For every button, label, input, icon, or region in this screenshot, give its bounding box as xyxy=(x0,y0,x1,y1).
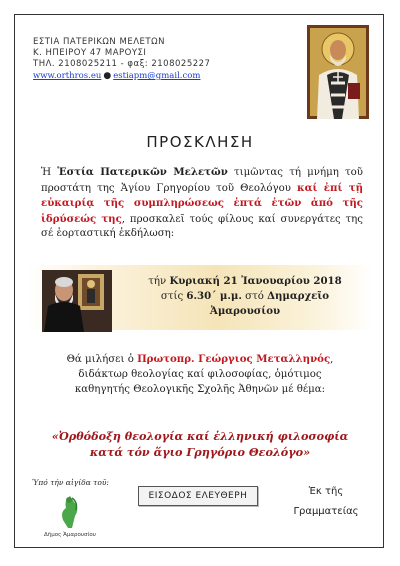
signature-block xyxy=(286,482,366,522)
event-text: τήν xyxy=(148,276,170,287)
saint-name: Ἁγίου Γρηγορίου τοῦ Θεολόγου xyxy=(120,182,291,194)
bullet-separator: ● xyxy=(103,71,112,81)
topic-line: «Ὀρθόδοξη θεολογία καί ἑλληνική φιλοσοφία xyxy=(51,429,349,443)
speaker-text: Θά μιλήσει ὁ xyxy=(66,354,138,365)
speaker-line xyxy=(24,352,376,367)
speaker-block xyxy=(24,352,376,397)
event-venue: Δημαρχεῖο xyxy=(267,290,330,302)
topic-line: κατά τόν ἅγιο Γρηγόριο Θεολόγο» xyxy=(89,445,311,459)
event-time-line xyxy=(120,289,370,304)
event-venue-city: Ἀμαρουσίου xyxy=(209,305,281,317)
org-highlight: Ἑστία Πατερικῶν Μελετῶν xyxy=(57,166,228,178)
auspices-label: Ὑπό τήν αἰγίδα τοῦ: xyxy=(32,478,109,487)
event-text: στίς xyxy=(160,291,187,302)
speaker-text: , xyxy=(330,354,334,365)
intro-paragraph xyxy=(41,165,363,242)
intro-text: Ἡ xyxy=(41,167,58,178)
saint-gregory-icon xyxy=(307,25,369,119)
intro-text: , προσκαλεῖ τούς φίλους καί συνεργάτες της σέ ἑορταστική ἐκδήλωση: xyxy=(41,213,363,239)
signature-line: Γραμματείας xyxy=(293,506,359,517)
website-link[interactable]: www.orthros.eu xyxy=(33,71,102,81)
email-link[interactable]: estiapm@gmail.com xyxy=(113,71,201,81)
event-date: Κυριακή 21 Ἰανουαρίου 2018 xyxy=(169,275,342,287)
org-address: Κ. ΗΠΕΙΡΟΥ 47 ΜΑΡΟΥΣΙ xyxy=(33,48,147,58)
speaker-credentials: διδάκτωρ θεολογίας καί φιλοσοφίας, ὁμότιμος xyxy=(78,369,322,380)
municipality-logo xyxy=(48,492,92,532)
org-phone: ΤΗΛ. 2108025211 - φαξ: 2108025227 xyxy=(33,59,211,69)
municipality-name: Δῆμος Ἀμαρουσίου xyxy=(44,532,96,538)
anniversary-highlight: καί ἐπί τῇ εὐκαιρίᾳ τῆς συμπληρώσεως ἑπτά ἐτῶν ἀπό τῆς ἱδρύσεώς της xyxy=(41,181,364,225)
event-details xyxy=(120,274,370,319)
speaker-photo xyxy=(42,270,112,332)
event-text: στό xyxy=(241,291,268,302)
lecture-topic xyxy=(24,428,376,460)
org-name: ΕΣΤΙΑ ΠΑΤΕΡΙΚΩΝ ΜΕΛΕΤΩΝ xyxy=(33,37,165,47)
signature-line: Ἐκ τῆς xyxy=(308,486,344,497)
page-title: ΠΡΟΣΚΛΗΣΗ xyxy=(146,133,254,151)
event-time: 6.30΄ μ.μ. xyxy=(186,290,242,302)
intro-text: τιμῶντας τή μνήμη τοῦ προστάτη της xyxy=(41,167,363,194)
speaker-affiliation: καθηγητής Θεολογικῆς Σχολῆς Ἀθηνῶν μέ θέμα: xyxy=(74,384,326,395)
speaker-name: Πρωτοπρ. Γεώργιος Μεταλληνός xyxy=(137,353,331,365)
event-date-line xyxy=(120,274,370,289)
contact-links xyxy=(33,71,263,81)
free-entry-badge: ΕΙΣΟΔΟΣ ΕΛΕΥΘΕΡΗ xyxy=(138,486,258,506)
